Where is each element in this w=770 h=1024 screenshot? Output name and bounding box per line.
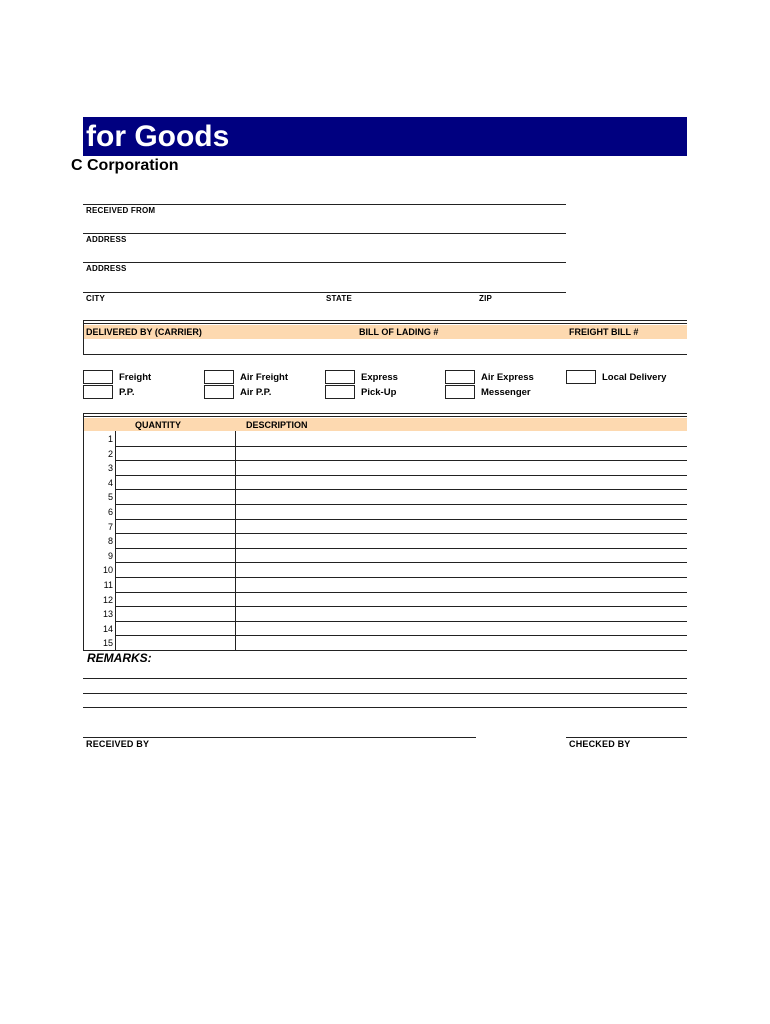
table-row[interactable] bbox=[115, 562, 687, 563]
row-number: 14 bbox=[102, 623, 113, 634]
quantity-header: QUANTITY bbox=[135, 420, 181, 430]
air-pp-checkbox[interactable] bbox=[204, 385, 234, 399]
divider bbox=[83, 262, 566, 263]
row-number: 4 bbox=[107, 477, 113, 488]
messenger-label: Messenger bbox=[481, 387, 531, 398]
divider bbox=[83, 292, 566, 293]
description-header: DESCRIPTION bbox=[246, 420, 308, 430]
freight-bill-label: FREIGHT BILL # bbox=[569, 327, 639, 337]
address-label-2: ADDRESS bbox=[86, 264, 127, 273]
air-freight-label: Air Freight bbox=[240, 372, 289, 383]
divider bbox=[235, 431, 236, 650]
divider bbox=[83, 414, 84, 650]
divider bbox=[83, 416, 687, 417]
row-number: 3 bbox=[107, 463, 113, 474]
air-express-label: Air Express bbox=[481, 372, 534, 383]
city-label: CITY bbox=[86, 294, 106, 303]
state-label: STATE bbox=[326, 294, 353, 303]
checked-by-label: CHECKED BY bbox=[569, 739, 631, 749]
pp-label: P.P. bbox=[119, 387, 135, 398]
row-number: 13 bbox=[102, 609, 113, 620]
local-delivery-checkbox[interactable] bbox=[566, 370, 596, 384]
divider bbox=[83, 321, 84, 354]
messenger-checkbox[interactable] bbox=[445, 385, 475, 399]
table-row[interactable] bbox=[115, 577, 687, 578]
remarks-line[interactable] bbox=[83, 707, 687, 708]
local-delivery-label: Local Delivery bbox=[602, 372, 667, 383]
bill-of-lading-label: BILL OF LADING # bbox=[359, 327, 439, 337]
delivered-by-label: DELIVERED BY (CARRIER) bbox=[86, 327, 202, 337]
table-row[interactable] bbox=[115, 519, 687, 520]
pick-up-checkbox[interactable] bbox=[325, 385, 355, 399]
row-number: 1 bbox=[107, 434, 113, 444]
row-number: 8 bbox=[107, 536, 113, 547]
divider bbox=[83, 233, 566, 234]
freight-label: Freight bbox=[119, 372, 152, 383]
table-row[interactable] bbox=[115, 504, 687, 505]
table-row[interactable] bbox=[115, 533, 687, 534]
table-row[interactable] bbox=[115, 460, 687, 461]
table-row[interactable] bbox=[115, 489, 687, 490]
form-title: for Goods bbox=[83, 117, 687, 156]
remarks-line[interactable] bbox=[83, 693, 687, 694]
divider bbox=[83, 354, 687, 355]
row-number: 11 bbox=[103, 580, 113, 590]
received-by-line[interactable] bbox=[83, 737, 476, 738]
row-number: 2 bbox=[107, 448, 113, 459]
table-row[interactable] bbox=[115, 446, 687, 447]
company-name: C Corporation bbox=[71, 157, 179, 174]
row-number: 12 bbox=[102, 594, 113, 605]
pick-up-label: Pick-Up bbox=[361, 387, 397, 398]
row-number: 15 bbox=[102, 638, 113, 649]
received-from-label: RECEIVED FROM bbox=[86, 206, 156, 215]
remarks-line[interactable] bbox=[83, 678, 687, 679]
row-number: 9 bbox=[107, 550, 113, 561]
divider bbox=[83, 320, 687, 321]
divider bbox=[83, 323, 687, 324]
air-express-checkbox[interactable] bbox=[445, 370, 475, 384]
pp-checkbox[interactable] bbox=[83, 385, 113, 399]
table-row[interactable] bbox=[115, 635, 687, 636]
row-number: 5 bbox=[107, 492, 113, 503]
row-number: 10 bbox=[102, 565, 113, 576]
address-label: ADDRESS bbox=[86, 235, 127, 244]
air-freight-checkbox[interactable] bbox=[204, 370, 234, 384]
table-row[interactable] bbox=[115, 548, 687, 549]
received-by-label: RECEIVED BY bbox=[86, 739, 150, 749]
table-row[interactable] bbox=[115, 592, 687, 593]
express-checkbox[interactable] bbox=[325, 370, 355, 384]
freight-checkbox[interactable] bbox=[83, 370, 113, 384]
row-number: 6 bbox=[107, 507, 113, 517]
zip-label: ZIP bbox=[479, 294, 493, 303]
express-label: Express bbox=[361, 372, 398, 383]
table-row[interactable] bbox=[115, 475, 687, 476]
table-row[interactable] bbox=[115, 621, 687, 622]
air-pp-label: Air P.P. bbox=[240, 387, 272, 398]
divider bbox=[115, 431, 116, 650]
checked-by-line[interactable] bbox=[566, 737, 687, 738]
remarks-label: REMARKS: bbox=[87, 651, 152, 665]
row-number: 7 bbox=[107, 521, 113, 532]
table-row[interactable] bbox=[115, 606, 687, 607]
divider bbox=[83, 650, 687, 651]
divider bbox=[83, 413, 687, 414]
divider bbox=[83, 204, 566, 205]
